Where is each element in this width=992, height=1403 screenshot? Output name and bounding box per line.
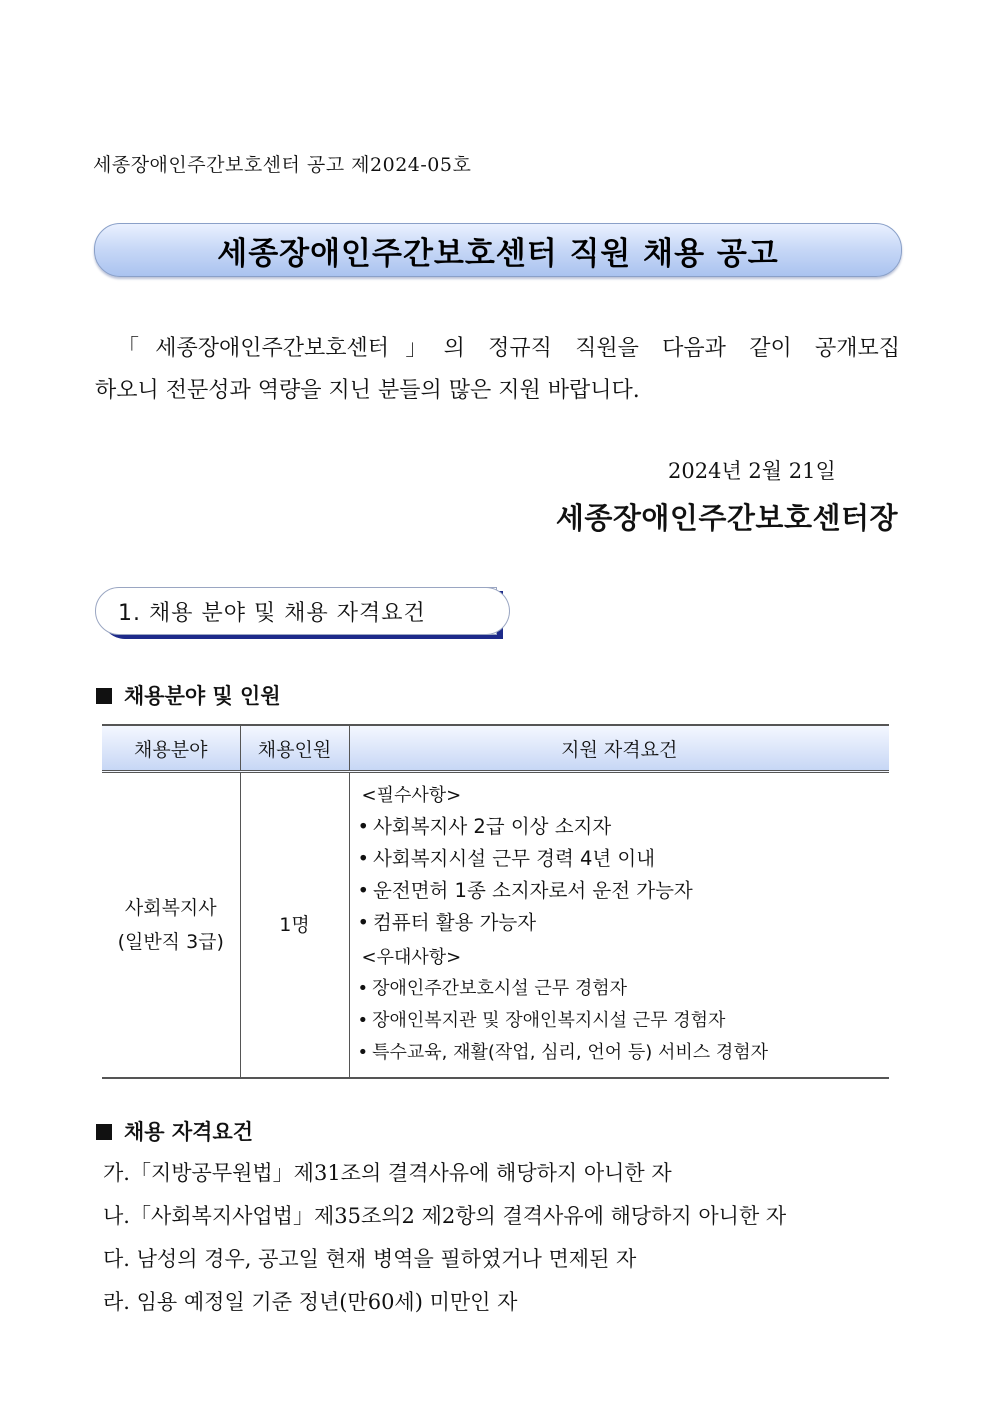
table-header-row [102, 725, 889, 772]
field-line-2: (일반직 3급) [117, 931, 224, 953]
notice-number: 세종장애인주간보호센터 공고 제2024-05호 [93, 154, 472, 176]
subsection-positions-label: 채용분야 및 인원 [124, 684, 281, 708]
list-item: 나.「사회복지사업법」제35조의2 제2항의 결격사유에 해당하지 아니한 자 [103, 1204, 787, 1228]
subsection-positions-heading [96, 680, 281, 710]
header-field: 채용분야 [102, 725, 240, 772]
page-title: 세종장애인주간보호센터 직원 채용 공고 [217, 235, 779, 272]
cell-requirements [349, 772, 889, 1079]
title-banner [94, 223, 902, 277]
intro-line-1: 「세종장애인주간보호센터」의 정규직 직원을 다음과 같이 공개모집 [117, 336, 900, 361]
table-row [102, 772, 889, 1079]
issuer-name: 세종장애인주간보호센터장 [555, 501, 898, 535]
subsection-qualifications-heading [96, 1116, 253, 1146]
list-item: • 특수교육, 재활(작업, 심리, 언어 등) 서비스 경험자 [357, 1042, 769, 1063]
list-item: • 운전면허 1종 소지자로서 운전 가능자 [357, 879, 693, 902]
cell-field [102, 772, 240, 1079]
subsection-qualifications-label: 채용 자격요건 [124, 1120, 254, 1144]
positions-table [102, 724, 889, 1079]
preferred-title: <우대사항> [361, 947, 462, 968]
section-1-label: 1. 채용 분야 및 채용 자격요건 [118, 601, 426, 626]
notice-date: 2024년 2월 21일 [668, 459, 836, 483]
list-item: 라. 임용 예정일 기준 정년(만60세) 미만인 자 [103, 1290, 518, 1314]
list-item: • 장애인주간보호시설 근무 경험자 [357, 978, 627, 999]
square-bullet-icon [96, 688, 112, 704]
list-item: 다. 남성의 경우, 공고일 현재 병역을 필하였거나 면제된 자 [103, 1247, 637, 1271]
qualifications-list [103, 1152, 786, 1324]
field-line-1: 사회복지사 [124, 897, 217, 919]
header-requirements: 지원 자격요건 [349, 725, 889, 772]
list-item: • 사회복지사 2급 이상 소지자 [357, 815, 612, 838]
square-bullet-icon [96, 1124, 112, 1140]
list-item: • 사회복지시설 근무 경력 4년 이내 [357, 847, 656, 870]
required-title: <필수사항> [361, 785, 462, 806]
section-1-tab [95, 587, 497, 635]
header-count: 채용인원 [240, 725, 349, 772]
intro-line-2: 하오니 전문성과 역량을 지닌 분들의 많은 지원 바랍니다. [95, 378, 640, 403]
list-item: • 컴퓨터 활용 가능자 [357, 911, 537, 934]
cell-count: 1명 [240, 772, 349, 1079]
intro-paragraph [95, 328, 900, 412]
list-item: • 장애인복지관 및 장애인복지시설 근무 경험자 [357, 1010, 726, 1031]
list-item: 가.「지방공무원법」제31조의 결격사유에 해당하지 아니한 자 [103, 1161, 672, 1185]
